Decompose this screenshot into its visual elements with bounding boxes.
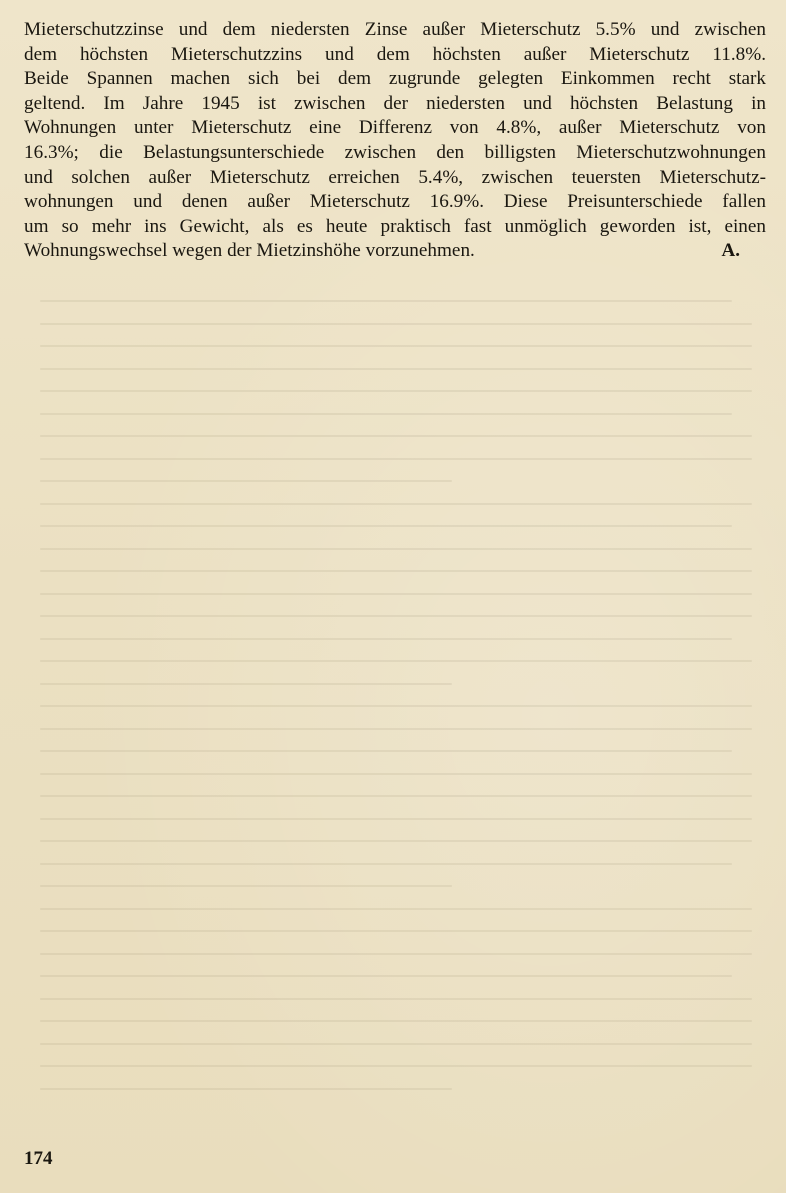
bleed-through-line <box>40 1020 752 1022</box>
bleed-through-line <box>40 795 752 797</box>
bleed-through-line <box>40 570 752 572</box>
bleed-through-line <box>40 323 752 325</box>
bleed-through-line <box>40 1088 452 1090</box>
paragraph-line: Mieterschutzzinse und dem niedersten Zinse außer Mieterschutz 5.5% und zwischen <box>24 19 766 40</box>
paragraph-line: wohnungen und denen außer Mieterschutz 16.9%. Diese Preisunterschiede fallen <box>24 191 766 213</box>
bleed-through-line <box>40 908 752 910</box>
body-paragraph <box>24 18 766 264</box>
bleed-through-line <box>40 1043 752 1045</box>
paragraph-line: Wohnungen unter Mieterschutz eine Differenz von 4.8%, außer Mieterschutz von <box>24 117 766 139</box>
bleed-through-line <box>40 503 752 505</box>
bleed-through-line <box>40 345 752 347</box>
bleed-through-line <box>40 300 732 302</box>
bleed-through-line <box>40 615 752 617</box>
bleed-through-line <box>40 885 452 887</box>
bleed-through-line <box>40 1065 752 1067</box>
bleed-through-line <box>40 368 752 370</box>
bleed-through-line <box>40 390 752 392</box>
bleed-through-line <box>40 705 752 707</box>
bleed-through-line <box>40 683 452 685</box>
bleed-through-line <box>40 975 732 977</box>
bleed-through-line <box>40 750 732 752</box>
paragraph-line: und solchen außer Mieterschutz erreichen 5.4%, zwischen teuersten Mieterschutz- <box>24 166 766 188</box>
bleed-through-line <box>40 638 732 640</box>
bleed-through-line <box>40 525 732 527</box>
bleed-through-line <box>40 593 752 595</box>
bleed-through-line <box>40 840 752 842</box>
bleed-through-line <box>40 480 452 482</box>
bleed-through-line <box>40 435 752 437</box>
bleed-through-line <box>40 660 752 662</box>
paragraph-line: um so mehr ins Gewicht, als es heute praktisch fast unmöglich geworden ist, einen <box>24 215 766 237</box>
bleed-through-line <box>40 953 752 955</box>
bleed-through-line <box>40 458 752 460</box>
bleed-through-line <box>40 773 752 775</box>
bleed-through-line <box>40 863 732 865</box>
paragraph-line: Beide Spannen machen sich bei dem zugrunde gelegten Einkommen recht stark <box>24 68 766 90</box>
paragraph-line: dem höchsten Mieterschutzzins und dem höchsten außer Mieterschutz 11.8%. <box>24 43 766 65</box>
paragraph-line: Wohnungswechsel wegen der Mietzinshöhe vorzunehmen. <box>24 240 475 262</box>
bleed-through-line <box>40 728 752 730</box>
bleed-through-line <box>40 998 752 1000</box>
paragraph-line: geltend. Im Jahre 1945 ist zwischen der niedersten und höchsten Belastung in <box>24 92 766 114</box>
bleed-through-line <box>40 413 732 415</box>
page-number: 174 <box>24 1148 53 1169</box>
bleed-through-line <box>40 930 752 932</box>
bleed-through-line <box>40 548 752 550</box>
author-signature: A. <box>721 240 740 261</box>
paragraph-line: 16.3%; die Belastungsunterschiede zwischen den billigsten Mieterschutzwohnungen <box>24 141 766 163</box>
bleed-through-line <box>40 818 752 820</box>
